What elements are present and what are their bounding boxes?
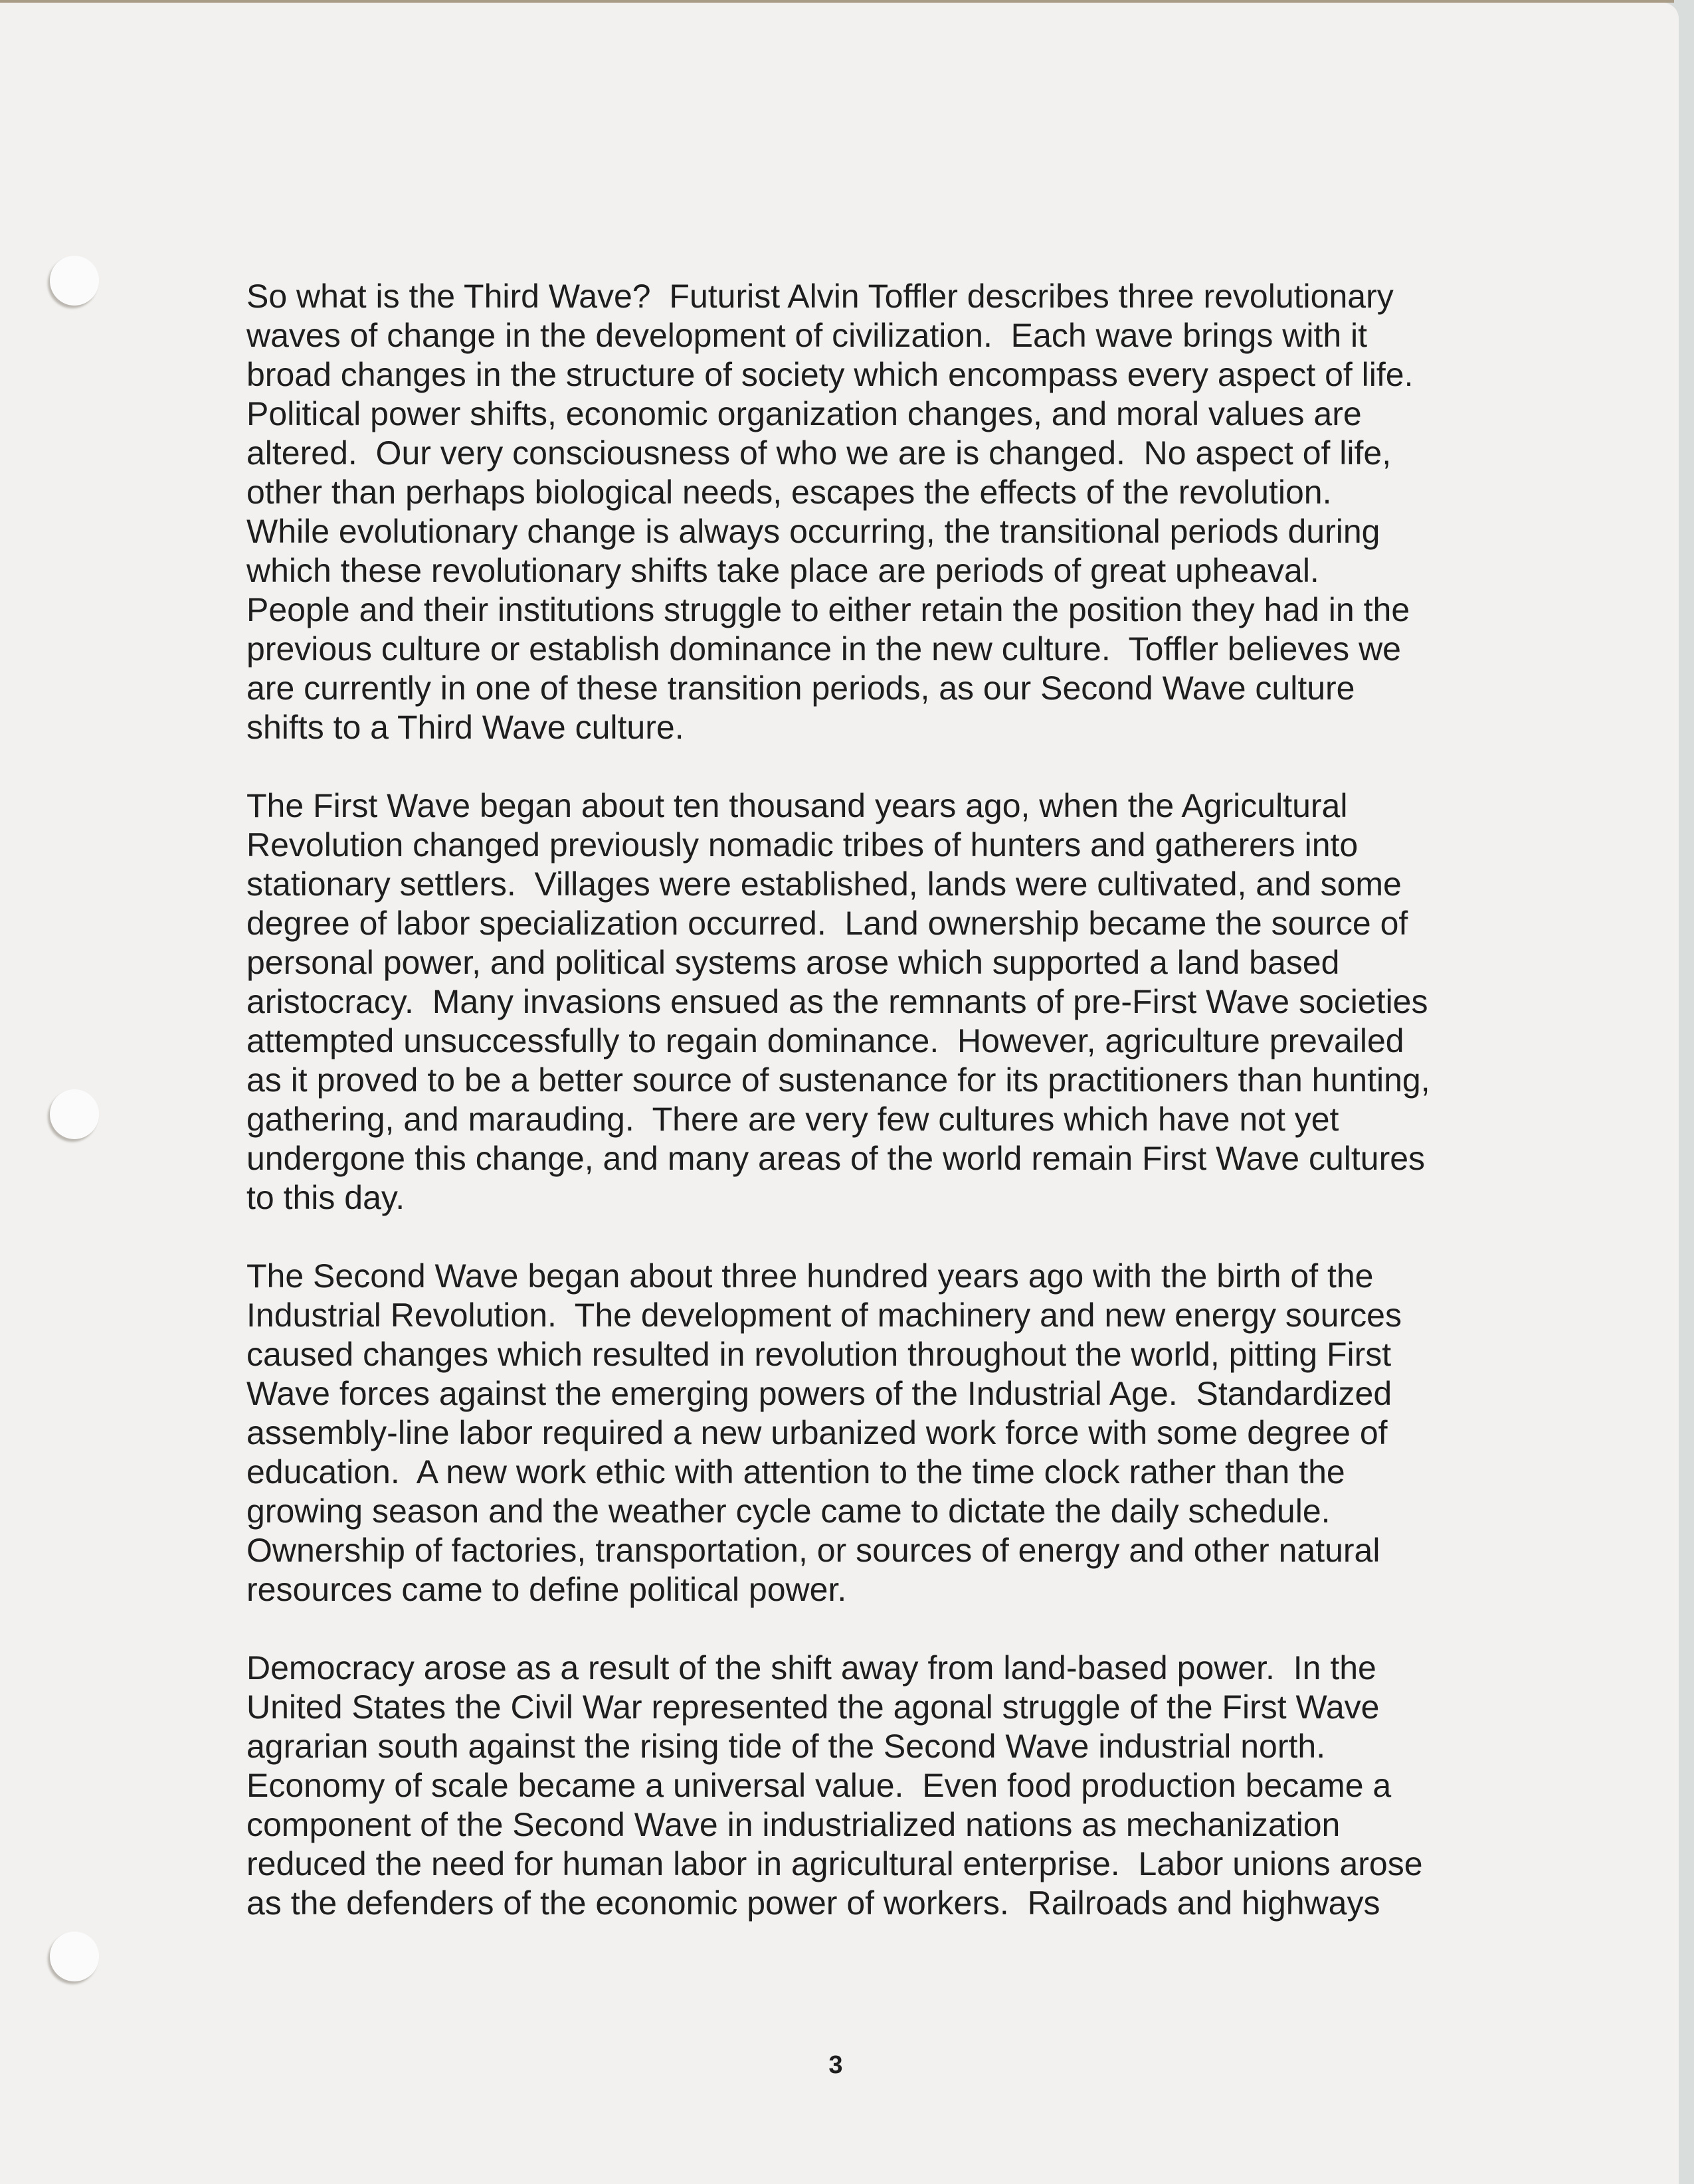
text-line: to this day. — [246, 1179, 405, 1216]
document-body — [246, 277, 1509, 1962]
text-line: So what is the Third Wave? Futurist Alvin Toffler describes three revolutionary — [246, 278, 1394, 315]
text-line: resources came to define political power. — [246, 1571, 847, 1608]
text-line: as the defenders of the economic power of workers. Railroads and highways — [246, 1884, 1380, 1922]
paragraph — [246, 786, 1509, 1218]
text-line: component of the Second Wave in industrialized nations as mechanization — [246, 1806, 1341, 1843]
text-line: are currently in one of these transition periods, as our Second Wave culture — [246, 670, 1355, 707]
text-line: other than perhaps biological needs, escapes the effects of the revolution. — [246, 474, 1332, 511]
text-line: growing season and the weather cycle came to dictate the daily schedule. — [246, 1493, 1331, 1530]
text-line: The First Wave began about ten thousand years ago, when the Agricultural — [246, 787, 1348, 824]
paragraph — [246, 1649, 1509, 1923]
text-line: gathering, and marauding. There are very few cultures which have not yet — [246, 1101, 1339, 1138]
text-line: undergone this change, and many areas of the world remain First Wave cultures — [246, 1140, 1426, 1177]
text-line: assembly-line labor required a new urbanized work force with some degree of — [246, 1414, 1388, 1451]
text-line: aristocracy. Many invasions ensued as the remnants of pre-First Wave societies — [246, 983, 1428, 1020]
punch-hole-bottom — [50, 1932, 99, 1981]
text-line: broad changes in the structure of society which encompass every aspect of life. — [246, 356, 1414, 393]
punch-hole-top — [50, 256, 99, 306]
text-line: The Second Wave began about three hundred years ago with the birth of the — [246, 1257, 1374, 1295]
text-line: United States the Civil War represented the agonal struggle of the First Wave — [246, 1688, 1380, 1726]
paragraph — [246, 277, 1509, 747]
text-line: as it proved to be a better source of sustenance for its practitioners than hunting, — [246, 1061, 1430, 1099]
text-line: which these revolutionary shifts take place are periods of great upheaval. — [246, 552, 1319, 589]
text-line: personal power, and political systems arose which supported a land based — [246, 944, 1340, 981]
text-line: Wave forces against the emerging powers of the Industrial Age. Standardized — [246, 1375, 1392, 1412]
text-line: attempted unsuccessfully to regain dominance. However, agriculture prevailed — [246, 1022, 1404, 1059]
text-line: stationary settlers. Villages were established, lands were cultivated, and some — [246, 865, 1402, 903]
text-line: altered. Our very consciousness of who we are is changed. No aspect of life, — [246, 434, 1392, 472]
text-line: previous culture or establish dominance in the new culture. Toffler believes we — [246, 630, 1401, 668]
text-line: While evolutionary change is always occurring, the transitional periods during — [246, 513, 1380, 550]
text-line: agrarian south against the rising tide of the Second Wave industrial north. — [246, 1728, 1326, 1765]
text-line: Ownership of factories, transportation, or sources of energy and other natural — [246, 1532, 1380, 1569]
text-line: shifts to a Third Wave culture. — [246, 709, 684, 746]
text-line: degree of labor specialization occurred. Land ownership became the source of — [246, 905, 1408, 942]
text-line: Revolution changed previously nomadic tribes of hunters and gatherers into — [246, 826, 1359, 864]
text-line: Industrial Revolution. The development of machinery and new energy sources — [246, 1297, 1402, 1334]
page-top-edge — [0, 0, 1674, 3]
text-line: People and their institutions struggle to either retain the position they had in the — [246, 591, 1410, 628]
text-line: Political power shifts, economic organization changes, and moral values are — [246, 395, 1362, 432]
punch-hole-middle — [50, 1089, 99, 1139]
paragraph — [246, 1257, 1509, 1609]
text-line: education. A new work ethic with attention to the time clock rather than the — [246, 1453, 1345, 1491]
text-line: Democracy arose as a result of the shift away from land-based power. In the — [246, 1649, 1376, 1686]
text-line: Economy of scale became a universal value. Even food production became a — [246, 1767, 1392, 1804]
text-line: caused changes which resulted in revolution throughout the world, pitting First — [246, 1336, 1392, 1373]
page-number: 3 — [828, 2051, 843, 2079]
text-line: reduced the need for human labor in agricultural enterprise. Labor unions arose — [246, 1845, 1423, 1882]
text-line: waves of change in the development of civilization. Each wave brings with it — [246, 317, 1368, 354]
